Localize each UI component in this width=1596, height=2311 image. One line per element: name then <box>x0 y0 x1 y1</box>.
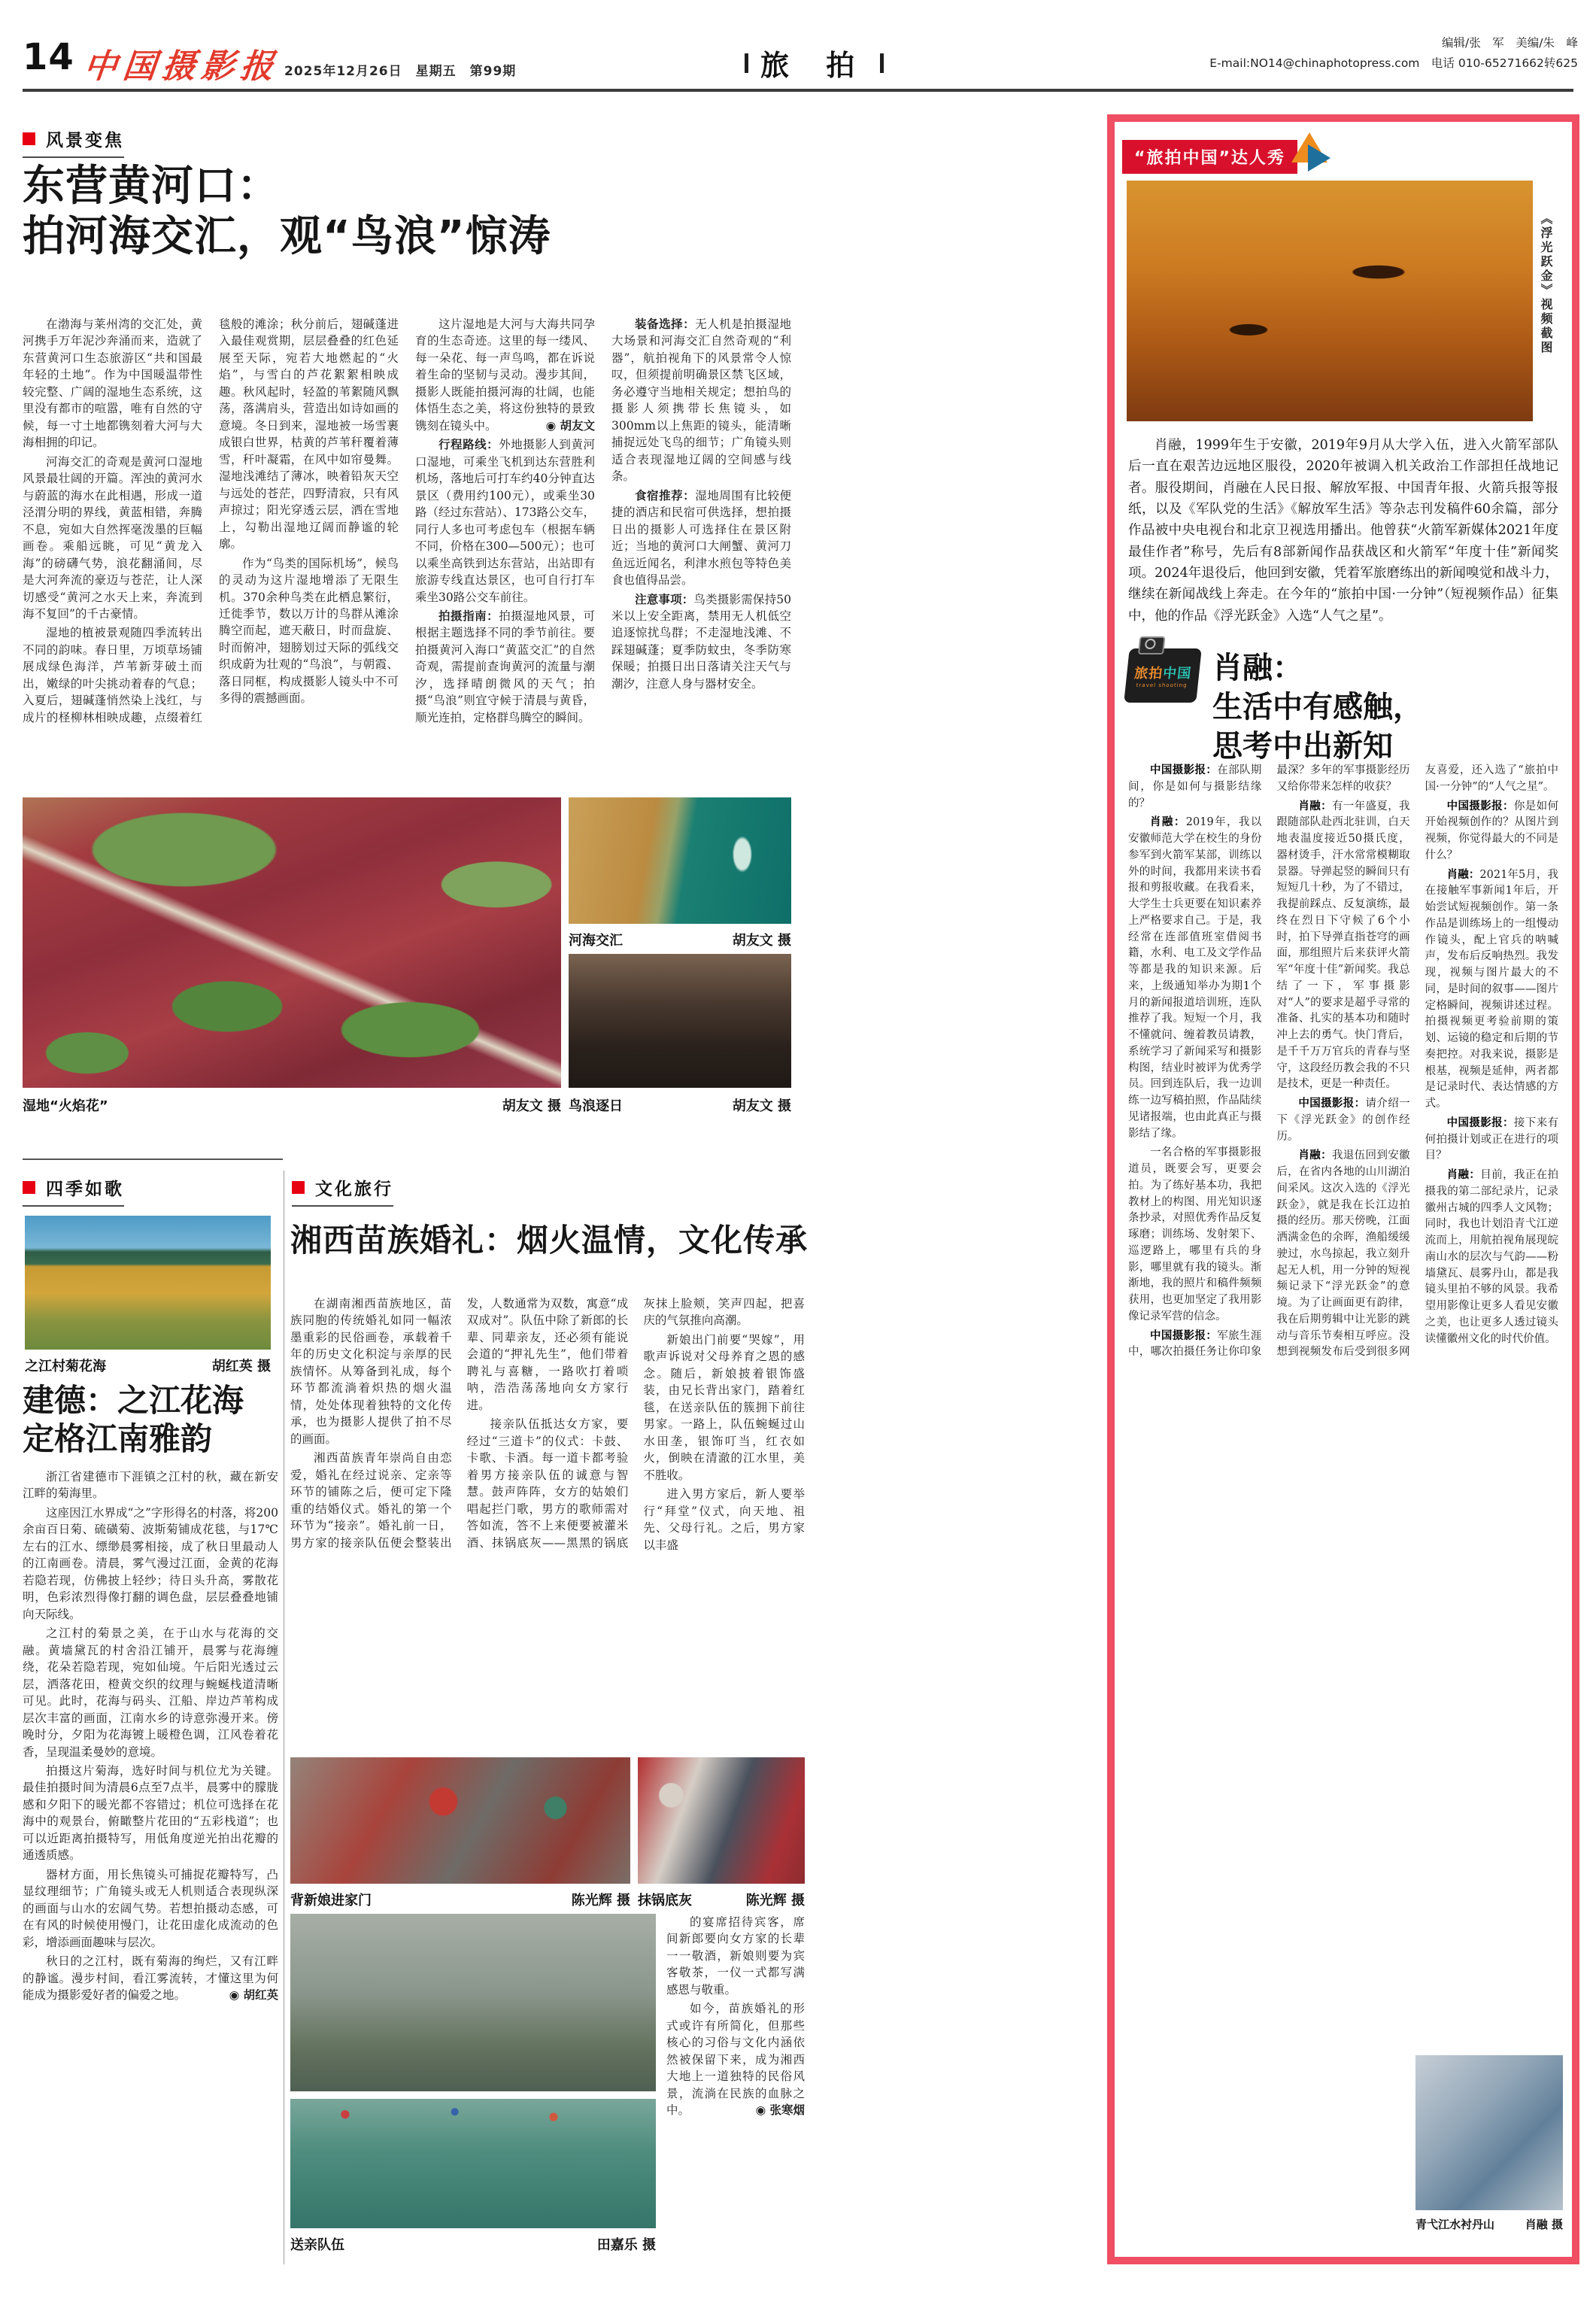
contact-line: E-mail:NO14@chinaphotopress.com 电话 010-65271662转625 <box>1209 56 1578 71</box>
photo-credit: 陈光辉 摄 <box>745 1893 805 1909</box>
caption-text: 之江村菊花海 <box>25 1359 106 1374</box>
caption-chrysanthemum <box>25 1356 271 1375</box>
feature-headline-line2: 拍河海交汇，观“鸟浪”惊涛 <box>23 212 551 262</box>
logo-text-1: 旅拍 <box>1133 666 1164 682</box>
paragraph: 中国摄影报：接下来有何拍摄计划或正在进行的项目？ <box>1425 1116 1558 1162</box>
caption-bridal-procession <box>290 2234 656 2254</box>
author-signoff: ◉ 张寒烟 <box>755 2103 805 2118</box>
paragraph: 秋日的之江村，既有菊海的绚烂，又有江畔的静谧。漫步村间，看江雾流转，才懂这里为何能成为摄影爱好者的偏爱之地。 ◉ 胡红英 <box>23 1953 278 2003</box>
travel-shooting-logo <box>1124 648 1202 703</box>
talent-badge-label: “旅拍中国”达人秀 <box>1134 149 1285 168</box>
talent-headline-line2: 生活中有感触， <box>1212 690 1423 724</box>
caption-text: 送亲队伍 <box>290 2237 344 2253</box>
seasons-headline <box>23 1381 282 1458</box>
culture-headline: 湘西苗族婚礼：烟火温情，文化传承 <box>290 1222 809 1259</box>
dateline: 2025年12月26日 星期五 第99期 <box>284 64 517 79</box>
caption-text: 青弋江水衬丹山 <box>1415 2218 1495 2231</box>
paragraph: 注意事项：鸟类摄影需保持50米以上安全距离，禁用无人机低空追逐惊扰鸟群；不走湿地浅滩、不踩翅碱蓬；夏季防蚊虫，冬季防寒保暖；拍摄日出日落请关注天气与潮汐，注意人身与器材安全。 <box>611 592 791 691</box>
paragraph: 肖融：目前，我正在拍摄我的第二部纪录片，记录徽州古城的四季人文风物；同时，我也计划沿青弋江逆流而上，用航拍视角展现皖南山水的层次与气韵——粉墙黛瓦、晨雾丹山，都是我镜头里拍不够的风景。我希望用影像让更多人看见安徽之美，也让更多人透过镜头读懂徽州文化的时代价值。 <box>1425 1169 1558 1345</box>
culture-body <box>290 1295 805 1751</box>
paragraph: 作为“鸟类的国际机场”，候鸟的灵动为这片湿地增添了无限生机。370余种鸟类在此栖息繁衍，迁徙季节，数以万计的鸟群从滩涂腾空而起，遮天蔽日，时而盘旋、时而俯冲，翅膀划过天际的弧线交织成蔚为壮观的“鸟浪”，与朝霞、落日同框，构成摄影人镜头中不可多得的震撼画面。 <box>219 556 399 706</box>
talent-interview <box>1128 763 1558 2230</box>
caption-wetland-flame <box>23 1095 561 1115</box>
page-number: 14 <box>23 36 74 78</box>
paragraph: 一名合格的军事摄影报道员，既要会写，更要会拍。为了练好基本功，我把教材上的构图、用光知识逐条抄录，对照优秀作品反复琢磨；训练场、发射架下、巡逻路上，哪里有兵的身影，哪里就有我的镜头。渐渐地，我的照片和稿件频频获用，也更加坚定了我用影像记录军营的信念。 <box>1128 1146 1262 1323</box>
paragraph: 肖融：2021年5月，我在接触军事新闻1年后，开始尝试短视频创作。第一条作品是训练场上的一组慢动作镜头，配上官兵的呐喊声，发布后反响热烈。我发现，视频与图片最大的不同，是时间的叙事——图片定格瞬间，视频讲述过程。拍摄视频更考验前期的策划、运镜的稳定和后期的节奏把控。对我来说，摄影是根基，视频是延伸，两者都是记录时代、表达情感的方式。 <box>1425 868 1558 1110</box>
banner-bar-left <box>745 53 748 73</box>
section-marker-siji <box>23 1175 124 1207</box>
caption-qingyi-river <box>1415 2216 1563 2232</box>
author-signoff: ◉ 胡红英 <box>229 1988 278 2003</box>
paragraph: 在湖南湘西苗族地区，苗族同胞的传统婚礼如同一幅浓墨重彩的民俗画卷，承载着千年的历史文化积淀与亲厚的民族情怀。从筹备到礼成，每个环节都流淌着炽热的烟火温情，处处体现着独特的文化传承，也为摄影人提供了拍不尽的画面。 <box>290 1297 452 1446</box>
paragraph: 新娘出门前要“哭嫁”，用歌声诉说对父母养育之恩的感念。随后，新娘披着银饰盛装，由兄长背出家门，踏着红毯，在送亲队伍的簇拥下前往男家。一路上，队伍蜿蜒过山水田垄，银饰叮当，红衣如火，倒映在清澈的江水里，美不胜收。 <box>643 1332 805 1482</box>
photo-credit: 胡友文 摄 <box>732 933 791 949</box>
photo-golden-river-still <box>1127 181 1533 421</box>
paragraph: 拍摄这片菊海，选好时间与机位尤为关键。最佳拍摄时间为清晨6点至7点半，晨雾中的朦胧感和夕阳下的暖光都不容错过；机位可选择在花海中的观景台，俯瞰整片花田的“五彩栈道”；也可以近距离拍摄特写，用低角度逆光拍出花瓣的通透质感。 <box>23 1763 278 1863</box>
red-square-icon <box>23 1181 35 1194</box>
paragraph: 浙江省建德市下涯镇之江村的秋，藏在新安江畔的菊海里。 <box>23 1470 278 1501</box>
photo-wetland-flame <box>23 797 561 1088</box>
section-banner <box>745 42 884 84</box>
paragraph: 的宴席招待宾客，席间新郎要向女方家的长辈一一敬酒，新娘则要为宾客敬茶，一仪一式都写满感恩与敬重。 <box>666 1915 805 1997</box>
paragraph: 湘西苗族青年崇尚自由恋爱，婚礼在经过说亲、定亲等环节的铺陈之后，便可定下隆重的结婚仪式。婚礼的第一个环节为“接亲”。婚礼前一日，男方家的接亲队伍便会整装出发，人数通常为双数，寓意“成双成对”。队伍中除了新郎的长辈、同辈亲友，还必须有能说会道的“押礼先生”，他们带着聘礼与喜糖，一路吹打着唢呐，浩浩荡荡地向女方家行进。 <box>290 1297 629 1550</box>
talent-badge <box>1122 140 1297 174</box>
paragraph: 接亲队伍抵达女方家，要经过“三道卡”的仪式：卡鼓、卡歌、卡酒。每一道卡都考验着男方接亲队伍的诚意与智慧。鼓声阵阵，女方的姑娘们唱起拦门歌，男方的歌师需对答如流，答不上来便要被灌米酒、抹锅底灰——黑黑的锅底灰抹上脸颊，笑声四起，把喜庆的气氛推向高潮。 <box>466 1297 805 1550</box>
paragraph: 行程路线：外地摄影人到黄河口湿地，可乘坐飞机到达东营胜利机场，落地后可打车约40分钟直达景区（费用约100元），或乘坐30路（经过东营站）、173路公交车，同行人多也可考虑包车（根据车辆不同，价格在300—500元）；也可以乘坐高铁到达东营站，出站即有旅游专线直达景区，也可自行打车乘坐30路公交车前往。 <box>415 438 595 604</box>
paragraph: 食宿推荐：湿地周围有比较便捷的酒店和民宿可供选择，想拍摄日出的摄影人可选择住在景区附近；当地的黄河口大闸蟹、黄河刀鱼远近闻名，利津水煎包等特色美食也值得品尝。 <box>611 488 791 588</box>
paragraph: 肖融：我退伍回到安徽后，在省内各地的山川湖泊间采风。这次入选的《浮光跃金》，就是我在长江边拍摄的经历。那天傍晚，江面洒满金色的余晖，渔船缓缓驶过，水鸟掠起，我立刻升起无人机，用一分钟的短视频记录下“浮光跃金”的意境。为了让画面更有韵律，我在后期剪辑中让光影的跳动与音乐节奏相互呼应。没想到视频发布后受到很多网友喜爱，还入选了“旅拍中国·一分钟”的“人气之星”。 <box>1276 764 1558 1359</box>
photo-misty-village <box>290 1914 656 2091</box>
paragraph: 河海交汇的奇观是黄河口湿地风景最壮阔的开篇。浑浊的黄河水与蔚蓝的海水在此相遇，形成一道泾渭分明的界线，黄蓝相错，奔腾不息，宛如大自然挥毫泼墨的巨幅画卷。乘船远眺，可见“黄龙入海”的磅礴气势，浪花翻涌间，尽是大河奔流的豪迈与苍茫，让人深切感受“黄河之水天上来，奔流到海不复回”的千古豪情。 <box>23 454 202 621</box>
paragraph: 之江村的菊景之美，在于山水与花海的交融。黄墙黛瓦的村舍沿江铺开，晨雾与花海缠绕，花朵若隐若现，宛如仙境。午后阳光透过云层，洒落花田，橙黄交织的纹理与蜿蜒栈道清晰可见。此时，花海与码头、江船、岸边芦苇构成层次丰富的画面，江南水乡的诗意弥漫开来。傍晚时分，夕阳为花海镀上暖橙色调，江风卷着花香，呈现温柔曼妙的意境。 <box>23 1626 278 1759</box>
talent-headline-line1: 肖融： <box>1212 651 1303 685</box>
photo-qingyi-river <box>1415 2055 1563 2210</box>
caption-carrying-bride <box>290 1890 630 1909</box>
talent-intro: 肖融，1999年生于安徽，2019年9月从大学入伍，进入火箭军部队后一直在艰苦边远地区服役，2020年被调入机关政治工作部担任战地记者。服役期间，肖融在人民日报、解放军报、中国青年报、火箭兵报等报纸，以及《军队党的生活》《解放军生活》等杂志刊发稿件60余篇，部分作品被中央电视台和北京卫视选用播出。他曾获“火箭军新媒体2021年度最佳作者”称号，先后有8部新闻作品获战区和火箭军“年度十佳”新闻奖项。2024年退役后，他回到安徽，凭着军旅磨练出的新闻嗅觉和战斗力，继续在新闻战线上奔走。在今年的“旅拍中国·一分钟”（短视频作品）征集中，他的作品《浮光跃金》入选“人气之星”。 <box>1128 438 1558 624</box>
section-marker-fengjing <box>23 126 124 158</box>
paragraph: 湿地的植被景观随四季流转出不同的韵味。春日里，万顷草场铺展成绿色海洋，芦苇新芽破土而出，嫩绿的叶尖挑动着春的气息；入夏后，翅碱蓬悄然染上浅红，与成片的柽柳林相映成趣，点缀着红毯般的滩涂；秋分前后，翅碱蓬进入最佳观赏期，层层叠叠的红色延展至天际，宛若大地燃起的“火焰”，与雪白的芦花絮絮相映成趣。秋风起时，轻盈的苇絮随风飘荡，落满肩头，营造出如诗如画的意境。冬日到来，湿地被一场雪裹成银白世界，枯黄的芦苇秆覆着薄雪，秆叶凝霜，在风中如帘曼舞。湿地浅滩结了薄冰，映着铅灰天空与远处的苍茫，四野清寂，只有风声掠过；阳光穿透云层，洒在雪地上，勾勒出湿地辽阔而静谧的轮廓。 <box>23 317 399 724</box>
talent-bottom-photo-block <box>1415 2055 1563 2245</box>
divider-horizontal <box>23 1159 283 1160</box>
seasons-headline-line2: 定格江南雅韵 <box>23 1420 213 1458</box>
paragraph: 器材方面，用长焦镜头可捕捉花瓣特写，凸显纹理细节；广角镜头或无人机则适合表现纵深的画面与山水的宏阔气势。若想拍摄动态感，可在有风的时候使用慢门，让花田虚化成流动的色彩，增添画面趣味与层次。 <box>23 1867 278 1949</box>
editors-line: 编辑/张 军 美编/朱 峰 <box>1442 36 1578 50</box>
photo-credit: 肖融 摄 <box>1525 2218 1563 2231</box>
paragraph: 中国摄影报：在部队期间，你是如何与摄影结缘的？ <box>1128 764 1262 809</box>
talent-headline <box>1212 648 1423 766</box>
paragraph: 肖融：2019年，我以安徽师范大学在校生的身份参军到火箭军某部，训练以外的时间，我都用来读书看报和剪报收藏。在我看来，大学生士兵更要在知识素养上严格要求自己。于是，我经常在连部值班室借阅书籍，水利、电工及文学作品等都是我的知识来源。后来，上级通知举办为期1个月的新闻报道培训班，连队推荐了我。短短一个月，我不懂就问、缠着教员请教，系统学习了新闻采写和摄影构图，结业时被评为优秀学员。回到连队后，我一边训练一边写稿拍照，作品陆续见诸报端，也由此真正与摄影结了缘。 <box>1128 816 1262 1140</box>
paragraph: 拍摄指南：拍摄湿地风景，可根据主题选择不同的季节前往。要拍摄黄河入海口“黄蓝交汇”的自然奇观，需提前查询黄河的流量与潮汐，选择晴朗微风的天气；拍摄“鸟浪”则宜守候于清晨与黄昏，顺光连拍，定格群鸟腾空的瞬间。 <box>415 609 595 724</box>
caption-text: 鸟浪逐日 <box>569 1098 623 1114</box>
pennant-blue-icon <box>1308 144 1331 172</box>
section-title: 四季如歌 <box>46 1180 124 1199</box>
talent-headline-row <box>1127 648 1560 766</box>
culture-body-tail <box>666 1914 805 2239</box>
paragraph: 在渤海与莱州湾的交汇处，黄河携手万年泥沙奔涌而来，造就了东营黄河口生态旅游区“共和国最年轻的土地”。作为中国暖温带性较完整、广阔的湿地生态系统，这里没有都市的喧嚣，唯有自然的守候，每一寸土地都镌刻着大河与大海相拥的印记。 <box>23 317 202 450</box>
photo-bridal-procession <box>290 2099 656 2228</box>
photo-pot-ash <box>638 1757 805 1884</box>
paragraph: 这片湿地是大河与大海共同孕育的生态奇迹。这里的每一缕风、每一朵花、每一声鸟鸣，都在诉说着生命的坚韧与灵动。漫步其间，摄影人既能拍摄河海的壮阔，也能体悟生态之美，将这份独特的景致镌刻在镜头中。 ◉ 胡友文 <box>415 316 595 434</box>
paragraph: 装备选择：无人机是拍摄湿地大场景和河海交汇自然奇观的“利器”，航拍视角下的风景常令人惊叹，但须提前明确景区禁飞区域，务必遵守当地相关规定；想拍鸟的摄影人须携带长焦镜头，如300mm以上焦距的镜头，能清晰捕捉远处飞鸟的细节；广角镜头则适合表现湿地辽阔的空间感与线条。 <box>611 317 791 484</box>
paragraph: 中国摄影报：你是如何开始视频创作的？从图片到视频，你觉得最大的不同是什么？ <box>1425 800 1558 861</box>
paragraph: 如今，苗族婚礼的形式或许有所简化，但那些核心的习俗与文化内涵依然被保留下来，成为湘西大地上一道独特的民俗风景，流淌在民族的血脉之中。 ◉ 张寒烟 <box>666 2000 805 2118</box>
masthead-logo: 中国摄影报 <box>81 47 282 86</box>
photo-credit: 陈光辉 摄 <box>571 1893 630 1909</box>
talent-panel <box>1107 114 1579 2264</box>
talent-headline-line3: 思考中出新知 <box>1212 729 1393 764</box>
photo-credit: 胡红英 摄 <box>211 1359 271 1374</box>
caption-text: 湿地“火焰花” <box>23 1098 108 1114</box>
paragraph: 肖融：有一年盛夏，我跟随部队赴西北驻训，白天地表温度接近50摄氏度，器材烫手，汗水常常模糊取景器。导弹起竖的瞬间只有短短几十秒，为了不错过，我提前踩点、反复演练，最终在烈日下守候了6个小时，拍下导弹直指苍穹的画面，那组照片后来获评火箭军“年度十佳”新闻奖。我总结了一下，军事摄影对“人”的要求是超乎寻常的准备、扎实的基本功和随时冲上去的勇气。快门背后，是千千万万官兵的青春与坚守，这段经历教会我的不只是技术，更是一种责任。 <box>1276 800 1410 1091</box>
video-still-vertical-caption: 《浮光跃金》视频截图 <box>1539 212 1553 355</box>
paragraph: 这座因江水界成“之”字形得名的村落，将200余亩百日菊、硫磺菊、波斯菊铺成花毯，与17℃左右的江水、缥缈晨雾相接，成了秋日里最动人的江南画卷。清晨，雾气漫过江面，金黄的花海若隐若现，仿佛披上轻纱；待日头升高，雾散花明，色彩浓烈得像打翻的调色盘，层层叠叠地铺向天际线。 <box>23 1505 278 1621</box>
photo-credit: 胡友文 摄 <box>732 1098 791 1114</box>
header-rule <box>23 89 1573 92</box>
feature-body <box>23 316 791 791</box>
photo-credit: 田嘉乐 摄 <box>596 2237 656 2253</box>
paragraph: 中国摄影报：请介绍一下《浮光跃金》的创作经历。 <box>1276 1098 1410 1143</box>
feature-headline-line1: 东营黄河口： <box>23 162 280 211</box>
section-title: 风景变焦 <box>46 131 124 150</box>
caption-bird-wave <box>569 1095 791 1115</box>
header-contact-block <box>1157 33 1578 74</box>
photo-bird-wave <box>569 954 791 1088</box>
section-banner-title: 旅 拍 <box>760 49 869 82</box>
section-title: 文化旅行 <box>315 1180 393 1199</box>
photo-chrysanthemum-sea <box>25 1216 271 1350</box>
red-square-icon <box>292 1181 305 1194</box>
caption-text: 背新娘进家门 <box>290 1893 372 1909</box>
caption-text: 抹锅底灰 <box>638 1893 692 1909</box>
caption-river-sea-meet <box>569 930 791 949</box>
logo-text-2: 中国 <box>1162 666 1193 682</box>
section-marker-wenhua <box>292 1175 393 1207</box>
red-square-icon <box>23 132 35 145</box>
seasons-headline-line1: 建德：之江花海 <box>23 1382 244 1419</box>
author-signoff: ◉ 胡友文 <box>545 418 595 433</box>
paragraph: 进入男方家后，新人要举行“拜堂”仪式，向天地、祖先、父母行礼。之后，男方家以丰盛 <box>643 1487 805 1552</box>
photo-carrying-bride <box>290 1757 630 1884</box>
feature-headline <box>23 161 782 262</box>
photo-credit: 胡友文 摄 <box>502 1098 561 1114</box>
caption-pot-ash <box>638 1890 805 1909</box>
seasons-body <box>23 1468 278 2258</box>
paragraph: 中国摄影报：军旅生涯中，哪次拍摄任务让你印象最深？多年的军事摄影经历又给你带来怎样的收获？ <box>1128 764 1410 1359</box>
logo-subtext: travel shooting <box>1136 682 1188 688</box>
photo-river-sea-meet <box>569 797 791 924</box>
caption-text: 河海交汇 <box>569 933 623 949</box>
banner-bar-right <box>880 53 884 73</box>
